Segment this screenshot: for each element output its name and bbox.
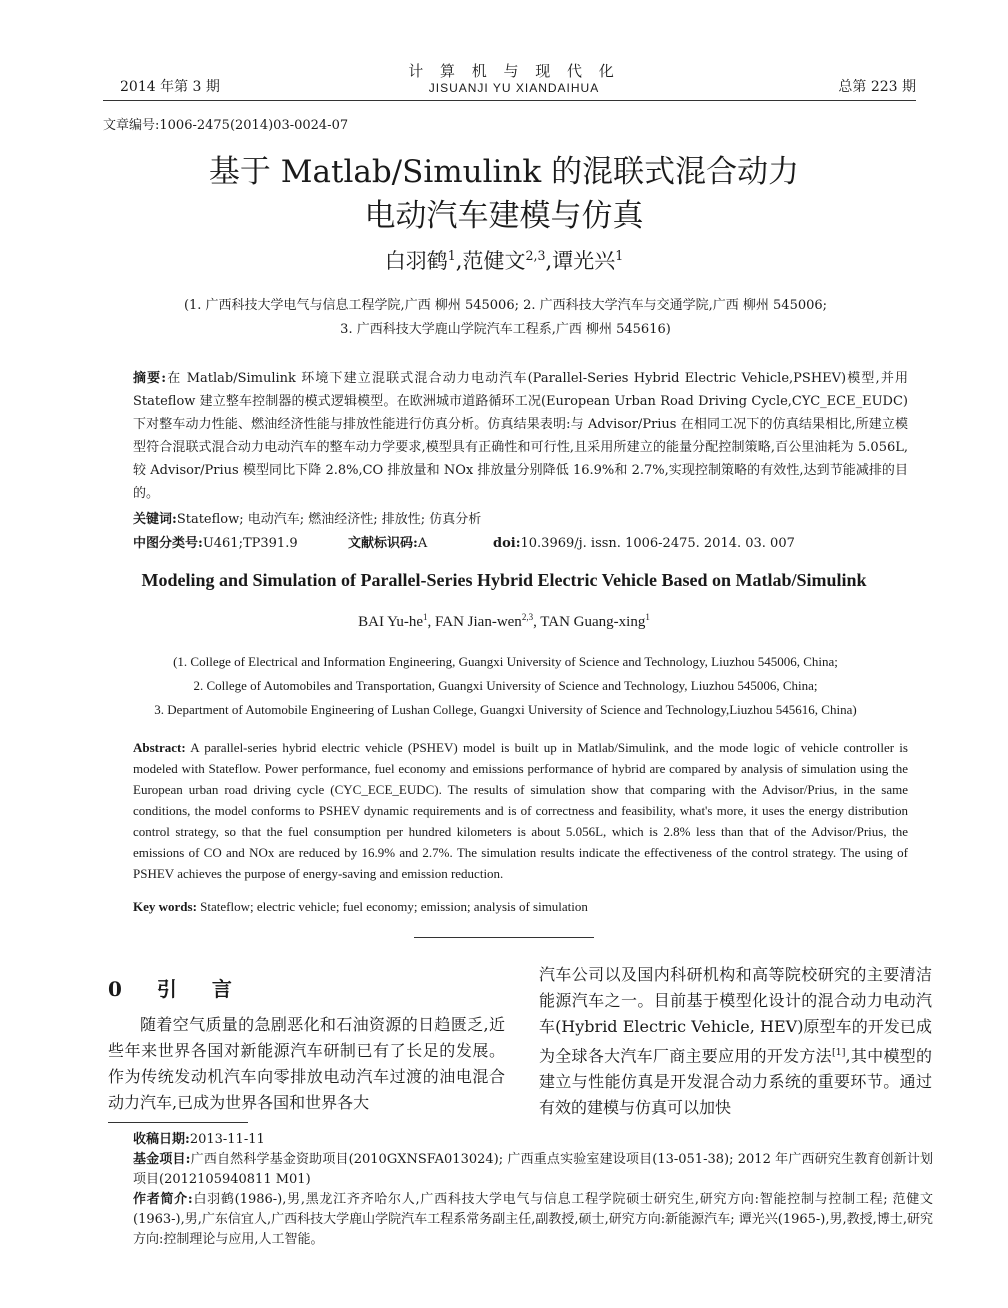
section-divider	[414, 937, 594, 938]
affiliation-en-line: 3. Department of Automobile Engineering of Lushan College, Guangxi University of Science and Technology,Liuzhou 545616, China)	[154, 702, 857, 717]
author-en: BAI Yu-he	[358, 614, 424, 630]
abstract-en-text: A parallel-series hybrid electric vehicle (PSHEV) model is built up in Matlab/Simulink, and the mode logic of vehicle controller is modeled with Stateflow. Power performance, fuel economy and emissions performance of hybrid are compared by analysis of simulation using the European urban road driving cycle (CYC_ECE_EUDC). The results of simulation show that comparing with the Advisor/Prius, in the same conditions, the model conforms to PSHEV dynamic requirements and is of correctness and feasibility, what's more, it uses the energy distribution control strategy, so that the fuel consumption per hundred kilometers is about 5.056L, which is 2.8% less than that of the Advisor/Prius, the emissions of CO and NOx are reduced by 16.9% and 2.7%. The simulation results indicate the effectiveness of the control strategy. The using of PSHEV achieves the purpose of energy-saving and emission reduction.	[133, 740, 908, 881]
footnote-rule	[108, 1122, 248, 1123]
received-label: 收稿日期:	[133, 1132, 190, 1147]
doi-value: 10.3969/j. issn. 1006-2475. 2014. 03. 007	[520, 536, 795, 551]
keywords-cn-label: 关键词:	[133, 512, 177, 527]
doi-label: doi:	[493, 536, 521, 551]
keywords-en	[133, 899, 908, 915]
authors-en: BAI $Yu-he^1$, FAN Jian-wen$^{2,3}$, TAN Guang-xing$^1$	[358, 612, 650, 630]
affiliation-en-line: 2. College of Automobiles and Transportation, Guangxi University of Science and Technology, Liuzhou 545006, China;	[193, 678, 818, 693]
doc-code-label: 文献标识码:	[348, 536, 418, 551]
journal-name-pinyin: JISUANJI YU XIANDAIHUA	[428, 81, 600, 95]
footnote-received	[133, 1130, 933, 1150]
keywords-cn	[133, 508, 908, 527]
abstract-cn-text: 在 Matlab/Simulink 环境下建立混联式混合动力电动汽车(Parallel-Series Hybrid Electric Vehicle,PSHEV)模型,并用 Stateflow 建立整车控制器的模式逻辑模型。在欧洲城市道路循环工况(European Urban Road Driving Cycle,CYC_ECE_EUDC)下对整车动力性能、燃油经济性能与排放性能进行仿真分析。仿真结果表明:与 Advisor/Prius 在相同工况下的仿真结果相比,所建立模型符合混联式混合动力电动汽车的整车动力学要求,模型具有正确性和可行性,且采用所建立的能量分配控制策略,百公里油耗为 5.056L,较 Advisor/Prius 模型同比下降 2.8%,CO 排放量和 NOx 排放量分别降低 16.9%和 2.7%,实现控制策略的有效性,达到节能减排的目的。	[133, 371, 908, 501]
journal-name-cn: 计 算 机 与 现 代 化	[408, 62, 620, 80]
paper-title-en: Modeling and Simulation of Parallel-Series Hybrid Electric Vehicle Based on Matlab/Simulink	[141, 570, 867, 590]
abstract-en	[133, 737, 908, 884]
fund-label: 基金项目:	[133, 1152, 191, 1167]
author-cn: 谭光兴	[552, 249, 616, 273]
bio-label: 作者简介:	[133, 1192, 193, 1207]
body-right-text-2: ,其中模型的建立与性能仿真是开发混合动力系统的重要环节。通过有效的建模与仿真可以加快	[539, 1046, 932, 1118]
total-issue: 总第 223 期	[838, 79, 916, 95]
author-cn: 白羽鹤	[384, 249, 448, 273]
title-line-2: 电动汽车建模与仿真	[364, 198, 644, 234]
article-number: 文章编号:1006-2475(2014)03-0024-07	[103, 118, 349, 133]
doc-code-value: A	[417, 536, 428, 551]
citation-ref: [1]	[831, 1047, 846, 1058]
keywords-en-label: Key words:	[133, 899, 197, 914]
received-date: 2013-11-11	[189, 1132, 265, 1147]
abstract-en-label: Abstract:	[133, 740, 186, 755]
body-right-text: 汽车公司以及国内科研机构和高等院校研究的主要清洁能源汽车之一。目前基于模型化设计的混合动力电动汽车(Hybrid Electric Vehicle, HEV)原型车的开发已成为全球各大汽车厂商主要应用的开发方法	[539, 965, 932, 1066]
author-en: TAN Guang-xing	[540, 614, 646, 630]
affiliations-en	[103, 650, 908, 722]
clc-value: U461;TP391.9	[202, 536, 298, 551]
body-column-left: 随着空气质量的急剧恶化和石油资源的日趋匮乏,近些年来世界各国对新能源汽车研制已有了长足的发展。作为传统发动机汽车向零排放电动汽车过渡的油电混合动力汽车,已成为世界各国和世界各大	[108, 1015, 505, 1112]
abstract-cn-label: 摘要:	[133, 371, 167, 386]
author-en: FAN Jian-wen	[435, 614, 522, 630]
affiliation-en-line: (1. College of Electrical and Information Engineering, Guangxi University of Science and Technology, Liuzhou 545006, China;	[173, 654, 838, 669]
affiliation-cn-line: 3. 广西科技大学鹿山学院汽车工程系,广西 柳州 545616)	[340, 322, 671, 337]
issue-number: 2014 年第 3 期	[120, 79, 220, 95]
title-line-1: 基于 Matlab/Simulink 的混联式混合动力	[208, 154, 800, 190]
author-en-sup: 1	[423, 612, 428, 622]
abstract-cn	[133, 367, 908, 505]
fund-text: 广西自然科学基金资助项目(2010GXNSFA013024); 广西重点实验室建设项目(13-051-38); 2012 年广西研究生教育创新计划项目(2012105940811 M01)	[133, 1152, 933, 1187]
author-cn-sup: 1	[615, 248, 624, 263]
footnote-fund	[133, 1150, 933, 1190]
section-heading: 0 引 言	[108, 977, 246, 1001]
affiliation-cn-line: (1. 广西科技大学电气与信息工程学院,广西 柳州 545006; 2. 广西科技大学汽车与交通学院,广西 柳州 545006;	[183, 298, 828, 313]
footnotes	[133, 1130, 933, 1250]
authors-cn: 白羽鹤$^1$,范健文$^{2,3}$,谭光兴$^1$	[384, 248, 624, 273]
classification-line	[133, 532, 908, 551]
body-column-right	[539, 962, 932, 1121]
author-cn: 范健文	[462, 249, 526, 273]
journal-name	[404, 60, 624, 95]
clc-label: 中图分类号:	[133, 536, 203, 551]
paper-title	[100, 150, 908, 238]
author-en-sup: 1	[645, 612, 650, 622]
footnote-bio	[133, 1190, 933, 1250]
keywords-cn-text: Stateflow; 电动汽车; 燃油经济性; 排放性; 仿真分析	[176, 512, 482, 527]
author-cn-sup: 1	[447, 248, 456, 263]
author-en-sup: 2,3	[521, 612, 534, 622]
author-cn-sup: 2,3	[525, 248, 546, 263]
header-rule	[103, 100, 916, 101]
keywords-en-text: Stateflow; electric vehicle; fuel economy; emission; analysis of simulation	[200, 899, 588, 914]
bio-text: 白羽鹤(1986-),男,黑龙江齐齐哈尔人,广西科技大学电气与信息工程学院硕士研究生,研究方向:智能控制与控制工程; 范健文(1963-),男,广东信宜人,广西科技大学鹿山学院汽车工程系常务副主任,副教授,硕士,研究方向:新能源汽车; 谭光兴(1965-),男,教授,博士,研究方向:控制理论与应用,人工智能。	[133, 1192, 933, 1247]
affiliations-cn	[103, 294, 908, 342]
